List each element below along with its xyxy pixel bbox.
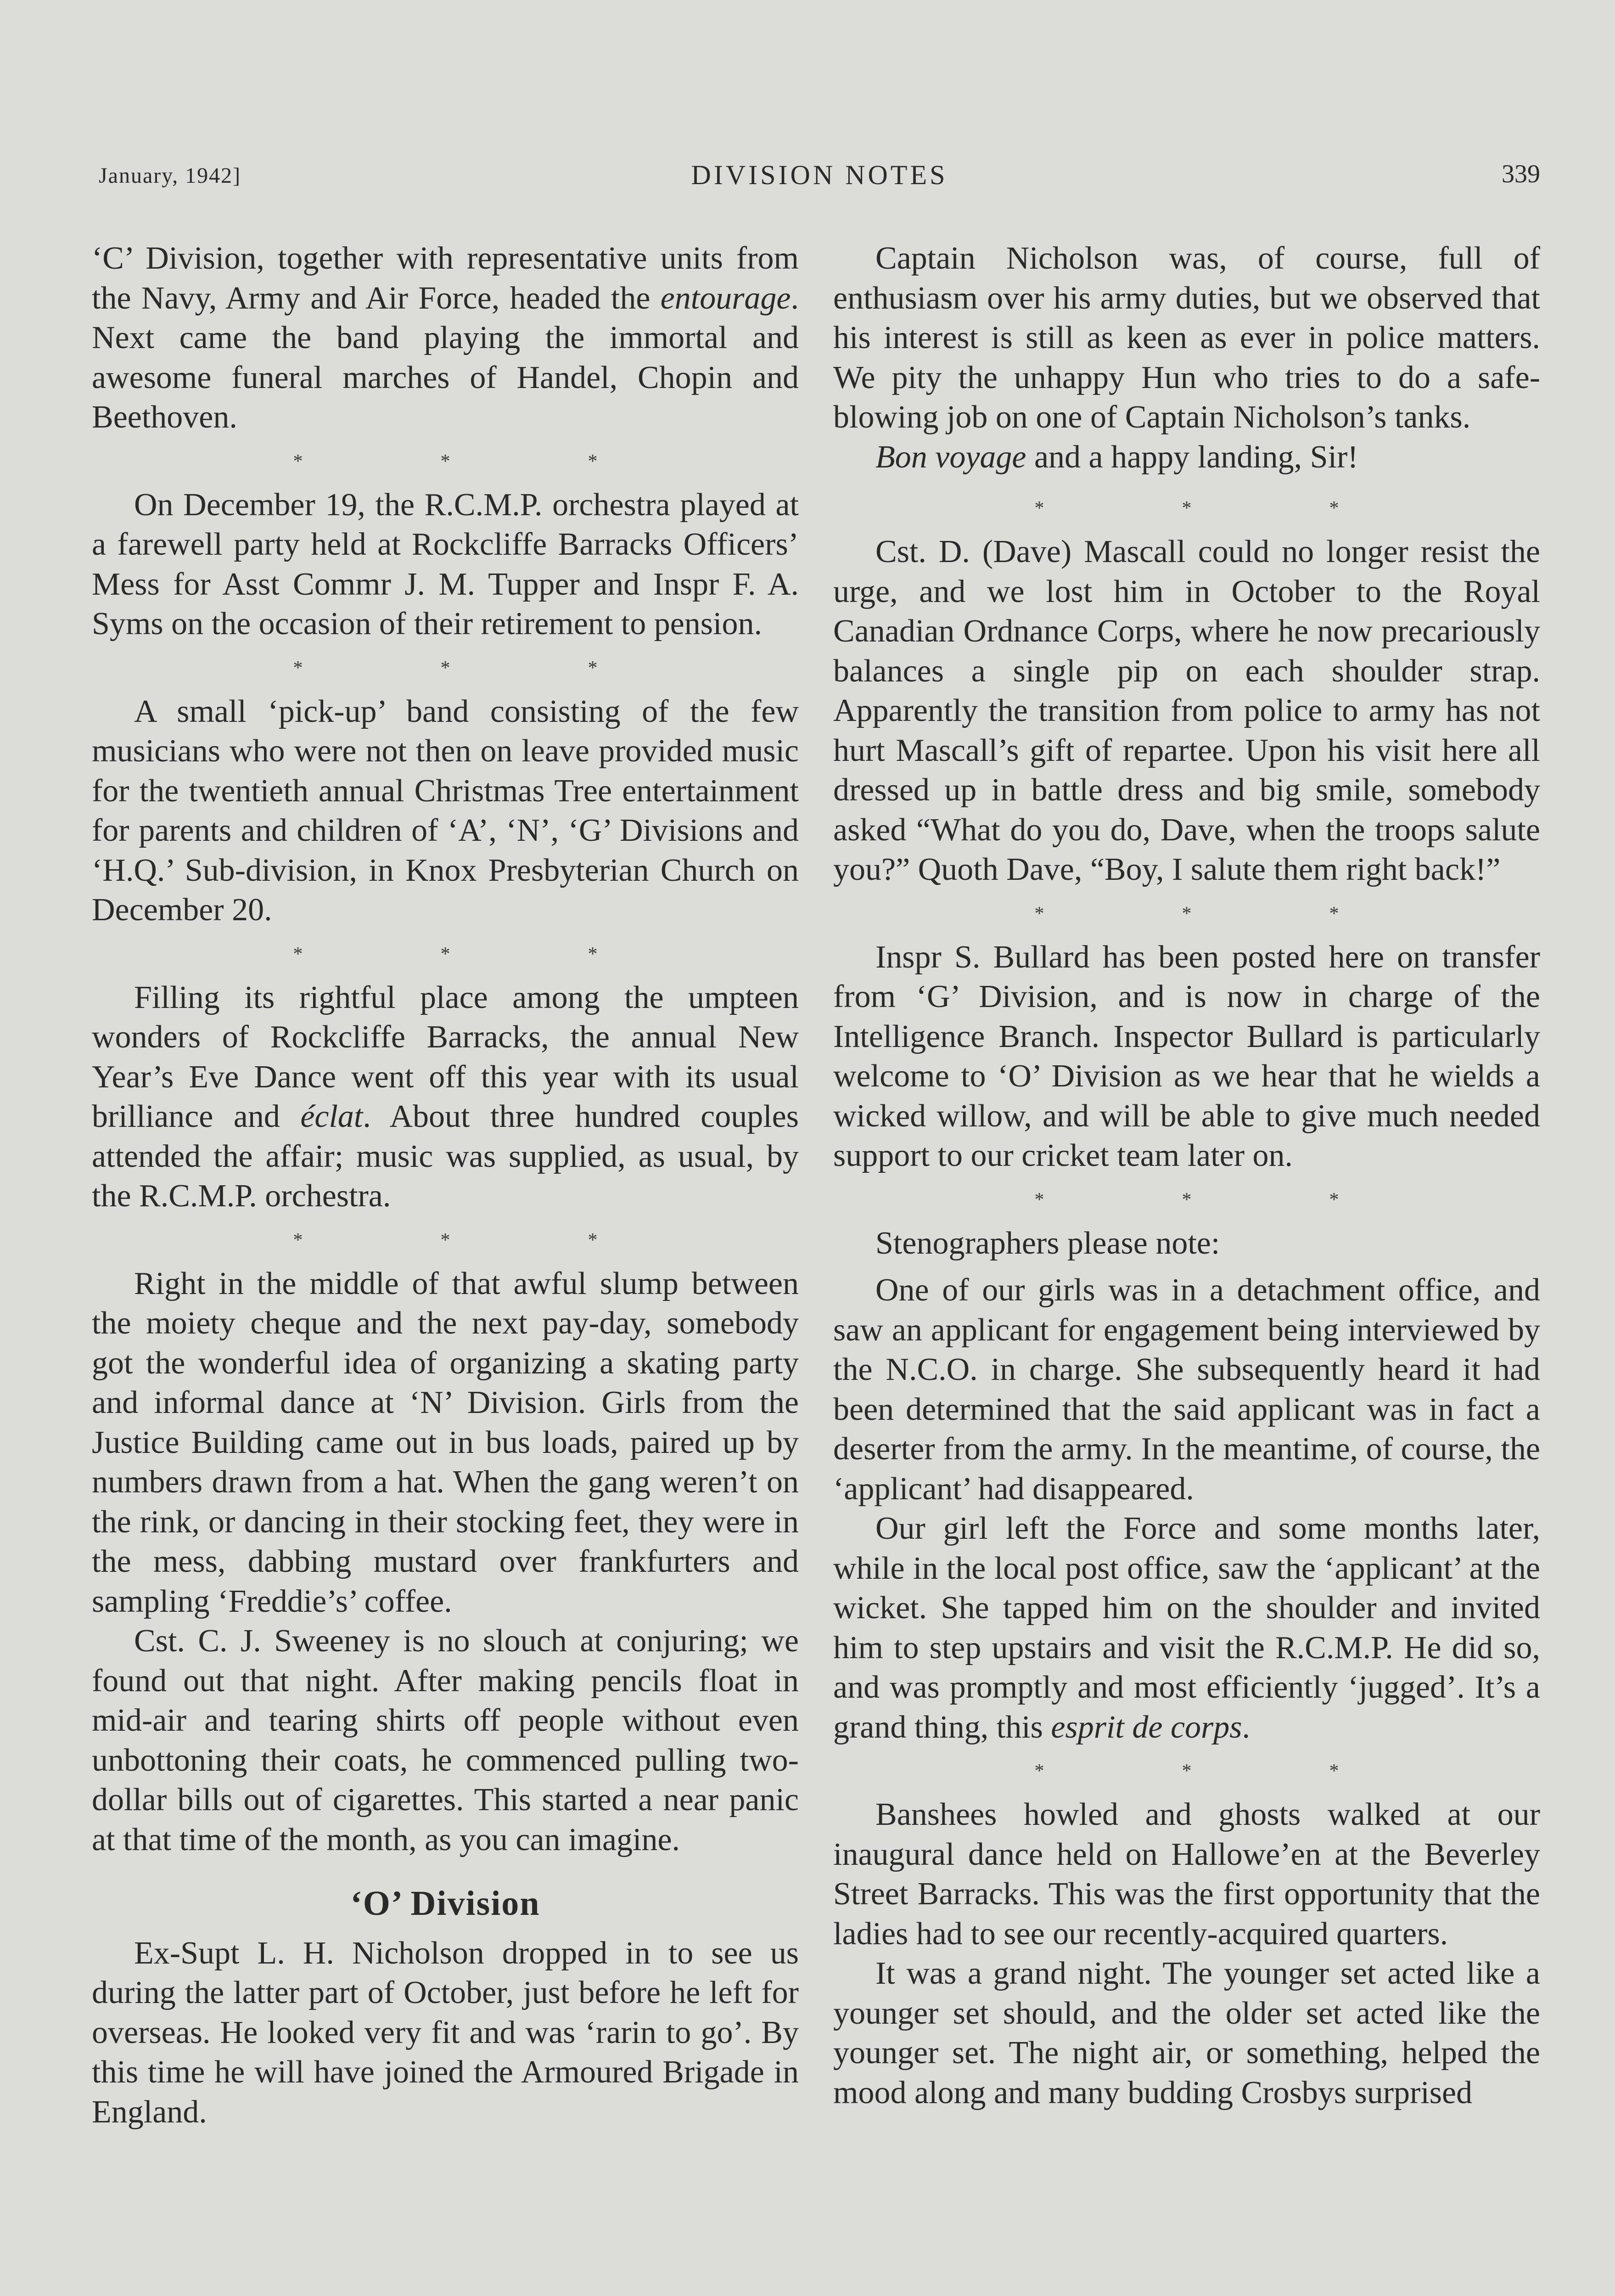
- paragraph: Right in the middle of that awful slump between the moiety cheque and the next pay-day, somebody got the wonderful idea of organizing a skating party and informal dance at ‘N’ Division. Girls from the Justice Building came out in bus loads, paired up by numbers drawn from a hat. When the gang weren’t on the rink, or dancing in their stocking feet, they were in the mess, dabbing mustard over frankfurters and sampling ‘Freddie’s’ coffee.: [92, 1266, 799, 1619]
- section-separator: [92, 930, 799, 978]
- separator-mark: *: [1329, 1761, 1339, 1782]
- section-separator: [92, 438, 799, 485]
- paragraph: Cst. C. J. Sweeney is no slouch at conjuring; we found out that night. After making pencils float in mid-air and tearing shirts off people without even unbottoning their coats, he commenced pulling two-dollar bills out of cigarettes. This started a near panic at that time of the month, as you can imagine.: [92, 1623, 799, 1857]
- issue-date: January, 1942]: [99, 163, 241, 188]
- paragraph: Our girl left the Force and some months later, while in the local post office, saw the ‘applicant’ at the wicket. She tapped him on the shoulder and invited him to step upstairs and visit the R.C.M.P. He did so, and was promptly and most efficiently ‘jugged’. It’s a grand thing, this esprit de corps.: [833, 1511, 1540, 1745]
- section-separator: [833, 484, 1540, 532]
- right-column: [833, 239, 1540, 2113]
- section-title: DIVISION NOTES: [691, 160, 948, 190]
- separator-mark: *: [588, 943, 598, 965]
- section-heading: ‘O’ Division: [350, 1884, 540, 1923]
- separator-mark: *: [1329, 903, 1339, 924]
- running-head: [99, 154, 1540, 195]
- separator-mark: *: [1034, 1761, 1044, 1782]
- section-separator: [92, 1216, 799, 1264]
- separator-mark: *: [1329, 1189, 1339, 1210]
- emphasis: entourage: [660, 280, 791, 316]
- separator-mark: *: [588, 450, 598, 472]
- paragraph: Inspr S. Bullard has been posted here on transfer from ‘G’ Division, and is now in charge of the Intelligence Branch. Inspector Bullard is particularly welcome to ‘O’ Division as we hear that he wields a wicked willow, and will be able to give much needed support to our cricket team later on.: [833, 939, 1540, 1173]
- separator-mark: *: [440, 657, 450, 679]
- paragraph: ‘C’ Division, together with representative units from the Navy, Army and Air Force, headed the entourage. Next came the band playing the immortal and awesome funeral marches of Handel, Chopin and Beethoven.: [92, 241, 799, 435]
- separator-mark: *: [440, 943, 450, 965]
- separator-mark: *: [293, 1229, 303, 1251]
- paragraph: It was a grand night. The younger set acted like a younger set should, and the older set acted like the younger set. The night air, or something, helped the mood along and many budding Crosbys surprised: [833, 1956, 1540, 2110]
- separator-mark: *: [588, 657, 598, 679]
- separator-mark: *: [1182, 1189, 1192, 1210]
- section-separator: [833, 1747, 1540, 1795]
- separator-mark: *: [293, 657, 303, 679]
- separator-mark: *: [1034, 1189, 1044, 1210]
- paragraph: Stenographers please note:: [875, 1225, 1220, 1261]
- left-column: [92, 239, 799, 2132]
- separator-mark: *: [1182, 903, 1192, 924]
- separator-mark: *: [1182, 1761, 1192, 1782]
- page-number: 339: [1502, 160, 1540, 188]
- paragraph: Captain Nicholson was, of course, full of enthusiasm over his army duties, but we observed that his interest is still as keen as ever in police matters. We pity the unhappy Hun who tries to do a safe-blowing job on one of Captain Nicholson’s tanks.: [833, 241, 1540, 435]
- section-separator: [833, 890, 1540, 938]
- separator-mark: *: [1329, 498, 1339, 519]
- emphasis: éclat: [300, 1099, 363, 1134]
- paragraph: Ex-Supt L. H. Nicholson dropped in to see us during the latter part of October, just before he left for overseas. He looked very fit and was ‘rarin to go’. By this time he will have joined the Armoured Brigade in England.: [92, 1935, 799, 2130]
- section-separator: [92, 644, 799, 692]
- paragraph: A small ‘pick-up’ band consisting of the few musicians who were not then on leave provided music for the twentieth annual Christmas Tree entertainment for parents and children of ‘A’, ‘N’, ‘G’ Divisions and ‘H.Q.’ Sub-division, in Knox Presbyterian Church on December 20.: [92, 693, 799, 928]
- separator-mark: *: [1034, 903, 1044, 924]
- paragraph: One of our girls was in a detachment office, and saw an applicant for engagement being interviewed by the N.C.O. in charge. She subsequently heard it had been determined that the said applicant was in fact a deserter from the army. In the meantime, of course, the ‘applicant’ had disappeared.: [833, 1272, 1540, 1507]
- separator-mark: *: [1034, 498, 1044, 519]
- section-separator: [833, 1176, 1540, 1224]
- paragraph: Filling its rightful place among the umpteen wonders of Rockcliffe Barracks, the annual New Year’s Eve Dance went off this year with its usual brilliance and éclat. About three hundred couples attended the affair; music was supplied, as usual, by the R.C.M.P. orchestra.: [92, 979, 799, 1214]
- paragraph: On December 19, the R.C.M.P. orchestra played at a farewell party held at Rockcliffe Barracks Officers’ Mess for Asst Commr J. M. Tupper and Inspr F. A. Syms on the occasion of their retirement to pension.: [92, 487, 799, 642]
- separator-mark: *: [440, 1229, 450, 1251]
- paragraph: Cst. D. (Dave) Mascall could no longer resist the urge, and we lost him in October to the Royal Canadian Ordnance Corps, where he now precariously balances a single pip on each shoulder strap. Apparently the transition from police to army has not hurt Mascall’s gift of repartee. Upon his visit here all dressed up in battle dress and big smile, somebody asked “What do you do, Dave, when the troops salute you?” Quoth Dave, “Boy, I salute them right back!”: [833, 534, 1540, 887]
- separator-mark: *: [440, 450, 450, 472]
- separator-mark: *: [293, 450, 303, 472]
- separator-mark: *: [588, 1229, 598, 1251]
- separator-mark: *: [293, 943, 303, 965]
- emphasis: esprit de corps: [1051, 1709, 1242, 1745]
- paragraph: Banshees howled and ghosts walked at our inaugural dance held on Hallowe’en at the Beverley Street Barracks. This was the first opportunity that the ladies had to see our recently-acquired quarters.: [833, 1797, 1540, 1952]
- emphasis: Bon voyage: [875, 439, 1026, 475]
- separator-mark: *: [1182, 498, 1192, 519]
- paragraph: Bon voyage and a happy landing, Sir!: [875, 439, 1358, 475]
